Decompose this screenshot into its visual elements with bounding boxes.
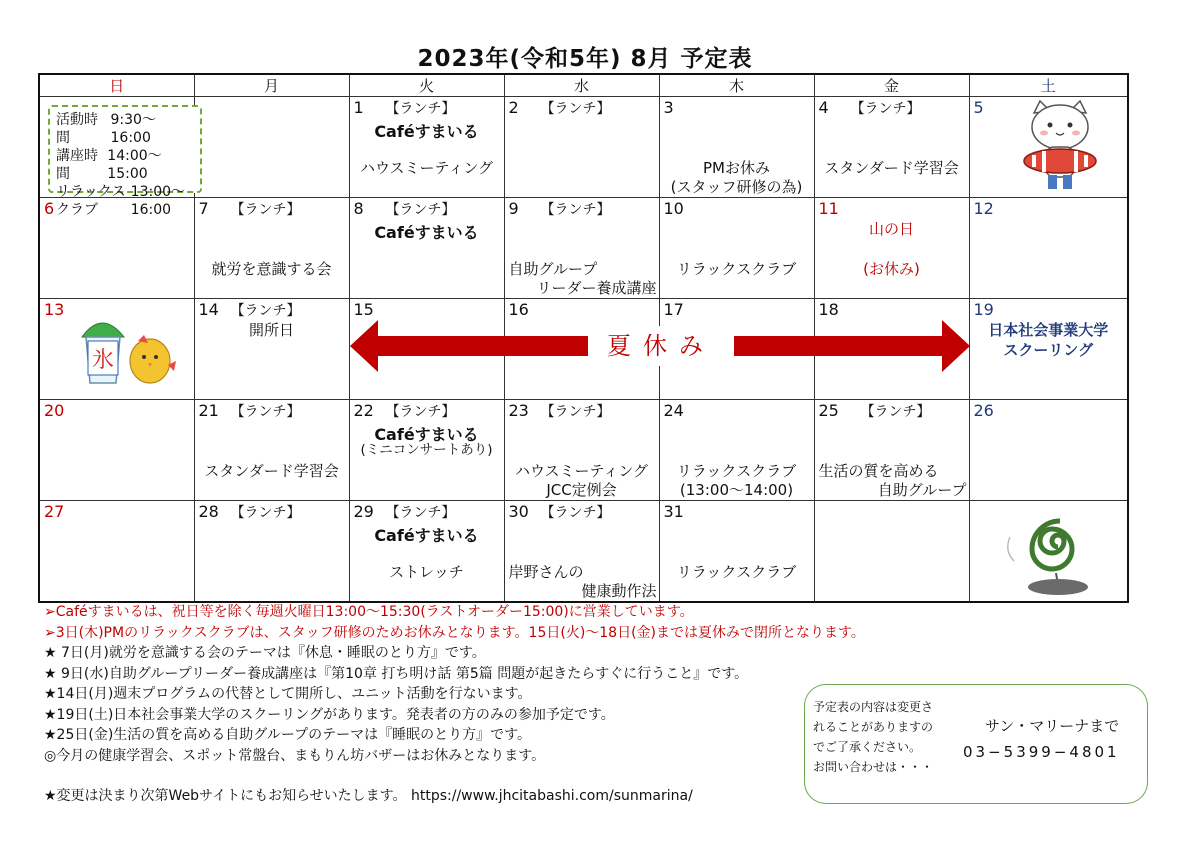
week-row — [39, 400, 1128, 501]
holiday-name: 山の日 — [868, 220, 914, 238]
day-cell — [969, 299, 1128, 400]
event-text: ストレッチ — [389, 563, 464, 581]
contact-box — [804, 684, 1148, 804]
event-text: スクーリング — [1003, 341, 1094, 359]
activity-hours-box — [48, 105, 202, 218]
notice-line: お問い合わせは・・・ — [813, 760, 934, 774]
lunch-label: 【ランチ】 — [540, 202, 611, 218]
event-text: リラックスクラブ — [676, 462, 797, 480]
day-cell — [349, 198, 504, 299]
event-text: スタンダード学習会 — [204, 462, 339, 480]
day-number: 9 — [508, 199, 519, 218]
day-number: 27 — [44, 502, 65, 521]
page-title: 2023年(令和5年) 8月 予定表 — [417, 46, 753, 72]
lunch-label: 【ランチ】 — [385, 101, 456, 117]
weekday-sun: 日 — [39, 74, 194, 97]
day-number: 16 — [508, 300, 529, 319]
notice-line: 予定表の内容は変更さ — [813, 700, 934, 714]
weekday-fri: 金 — [814, 74, 969, 97]
weekday-sat: 土 — [969, 74, 1128, 97]
week-row — [39, 97, 1128, 198]
day-cell — [969, 400, 1128, 501]
lunch-label: 【ランチ】 — [385, 505, 456, 521]
day-cell — [39, 299, 194, 400]
day-number: 6 — [44, 199, 55, 218]
hours-label: 活動時間 — [56, 112, 98, 146]
lunch-label: 【ランチ】 — [385, 202, 456, 218]
event-text: 日本社会事業大学 — [988, 321, 1109, 339]
contact-name: サン・マリーナまで — [985, 717, 1120, 735]
cafe-event: Caféすまいる — [374, 425, 479, 444]
day-cell — [659, 198, 814, 299]
day-cell — [504, 501, 659, 603]
week-row — [39, 501, 1128, 603]
event-text: (13:00〜14:00) — [679, 481, 794, 499]
change-notice — [813, 697, 963, 777]
lunch-label: 【ランチ】 — [385, 404, 456, 420]
event-text: リーダー養成講座 — [536, 279, 657, 297]
day-number: 10 — [663, 199, 684, 218]
day-cell — [659, 400, 814, 501]
day-number: 14 — [198, 300, 219, 319]
day-number: 2 — [508, 98, 519, 117]
day-cell — [349, 97, 504, 198]
day-number: 15 — [353, 300, 374, 319]
day-number: 1 — [353, 98, 364, 117]
day-cell — [194, 198, 349, 299]
weekday-header-row — [39, 74, 1128, 97]
day-number: 24 — [663, 401, 684, 420]
event-text: 自助グループ — [877, 481, 967, 499]
event-text: 自助グループ — [508, 260, 598, 278]
lunch-label: 【ランチ】 — [540, 101, 611, 117]
day-cell — [349, 400, 504, 501]
lunch-label: 【ランチ】 — [860, 404, 931, 420]
day-number: 11 — [818, 199, 839, 218]
day-cell — [659, 97, 814, 198]
cafe-event: Caféすまいる — [374, 223, 479, 242]
day-number: 18 — [818, 300, 839, 319]
day-cell — [194, 400, 349, 501]
hours-time: 14:00〜15:00 — [107, 148, 162, 182]
hours-time: 13:00〜16:00 — [130, 184, 186, 218]
hours-time: 9:30〜16:00 — [110, 112, 156, 146]
note-line: ➢3日(木)PMのリラックスクラブは、スタッフ研修のためお休みとなります。15日(火)〜18日(金)までは夏休みで閉所となります。 — [44, 624, 865, 641]
day-number: 13 — [44, 300, 65, 319]
lunch-label: 【ランチ】 — [540, 505, 611, 521]
day-number: 25 — [818, 401, 839, 420]
day-number: 20 — [44, 401, 65, 420]
notice-line: でご了承ください。 — [813, 740, 922, 754]
note-line: ★ 9日(水)自助グループリーダー養成講座は『第10章 打ち明け話 第5篇 問題が起きたらすぐに行うこと』です。 — [44, 665, 749, 682]
website-note[interactable]: ★変更は決まり次第Webサイトにもお知らせいたします。 https://www.jhcitabashi.com/sunmarina/ — [44, 788, 693, 804]
day-cell — [814, 198, 969, 299]
day-cell — [659, 501, 814, 603]
day-cell — [39, 198, 194, 299]
day-cell — [504, 97, 659, 198]
day-number: 21 — [198, 401, 219, 420]
weekday-wed: 水 — [504, 74, 659, 97]
weekday-thu: 木 — [659, 74, 814, 97]
day-number: 4 — [818, 98, 829, 117]
day-number: 30 — [508, 502, 529, 521]
lunch-label: 【ランチ】 — [230, 202, 301, 218]
day-number: 12 — [973, 199, 994, 218]
ice-char: 氷 — [91, 348, 115, 373]
lunch-label: 【ランチ】 — [230, 303, 301, 319]
cafe-event: Caféすまいる — [374, 526, 479, 545]
note-line: ➢Caféすまいるは、祝日等を除く毎週火曜日13:00〜15:30(ラストオーダー15:00)に営業しています。 — [44, 604, 694, 620]
hours-label: リラックスクラブ — [56, 184, 126, 218]
event-text: (スタッフ研修の為) — [670, 178, 803, 196]
mosquito-coil-icon — [1000, 507, 1100, 599]
day-cell-empty — [194, 97, 349, 198]
event-text: 開所日 — [248, 321, 294, 339]
day-number: 22 — [353, 401, 374, 420]
note-line: ★19日(土)日本社会事業大学のスクーリングがあります。発表者の方のみの参加予定です。 — [44, 706, 615, 723]
note-line: ★ 7日(月)就労を意識する会のテーマは『休息・睡眠のとり方』です。 — [44, 645, 486, 661]
lunch-label: 【ランチ】 — [540, 404, 611, 420]
shaved-ice-icon — [74, 307, 178, 393]
holiday-note: (お休み) — [863, 260, 920, 278]
day-number: 28 — [198, 502, 219, 521]
day-cell-empty — [969, 501, 1128, 603]
day-number: 29 — [353, 502, 374, 521]
day-cell — [39, 400, 194, 501]
day-number: 26 — [973, 401, 994, 420]
cafe-event: Caféすまいる — [374, 122, 479, 141]
day-number: 31 — [663, 502, 684, 521]
day-cell — [504, 400, 659, 501]
lunch-label: 【ランチ】 — [230, 404, 301, 420]
day-number: 5 — [973, 98, 984, 117]
day-cell — [194, 299, 349, 400]
event-text: 就労を意識する会 — [211, 260, 332, 278]
weekday-tue: 火 — [349, 74, 504, 97]
event-text: リラックスクラブ — [676, 260, 797, 278]
note-line: ★25日(金)生活の質を高める自助グループのテーマは『睡眠のとり方』です。 — [44, 727, 532, 743]
event-text: 健康動作法 — [581, 582, 657, 600]
weekday-mon: 月 — [194, 74, 349, 97]
event-text: JCC定例会 — [546, 481, 617, 499]
day-number: 8 — [353, 199, 364, 218]
day-cell — [969, 97, 1128, 198]
day-number: 23 — [508, 401, 529, 420]
week-row — [39, 198, 1128, 299]
note-line: ★14日(月)週末プログラムの代替として開所し、ユニット活動を行ないます。 — [44, 686, 532, 702]
day-cell-empty — [814, 501, 969, 603]
day-cell — [814, 400, 969, 501]
day-cell — [349, 501, 504, 603]
day-number: 7 — [198, 199, 209, 218]
day-number: 17 — [663, 300, 684, 319]
event-text: リラックスクラブ — [676, 563, 797, 581]
lunch-label: 【ランチ】 — [850, 101, 921, 117]
day-number: 19 — [973, 300, 994, 319]
event-text: ハウスミーティング — [514, 462, 649, 480]
day-cell — [814, 97, 969, 198]
event-text: スタンダード学習会 — [824, 159, 959, 177]
note-line: ◎今月の健康学習会、スポット常盤台、まもりん坊バザーはお休みとなります。 — [44, 747, 546, 764]
event-text: ハウスミーティング — [359, 159, 494, 177]
contact-phone[interactable]: 03−5399−4801 — [963, 743, 1120, 761]
day-cell — [969, 198, 1128, 299]
summer-break-label: 夏休み — [588, 326, 734, 366]
event-text: (ミニコンサートあり) — [360, 442, 493, 458]
day-number: 3 — [663, 98, 674, 117]
event-text: PMお休み — [703, 159, 770, 177]
notes-section — [44, 602, 865, 807]
day-cell — [194, 501, 349, 603]
event-text: 岸野さんの — [508, 563, 584, 581]
hours-label: 講座時間 — [56, 148, 98, 182]
lunch-label: 【ランチ】 — [230, 505, 301, 521]
event-text: 生活の質を高める — [818, 462, 939, 480]
day-cell — [504, 198, 659, 299]
day-cell — [39, 501, 194, 603]
cat-with-float-icon — [1020, 99, 1100, 193]
hours-cell — [39, 97, 194, 218]
notice-line: れることがありますの — [813, 720, 934, 734]
